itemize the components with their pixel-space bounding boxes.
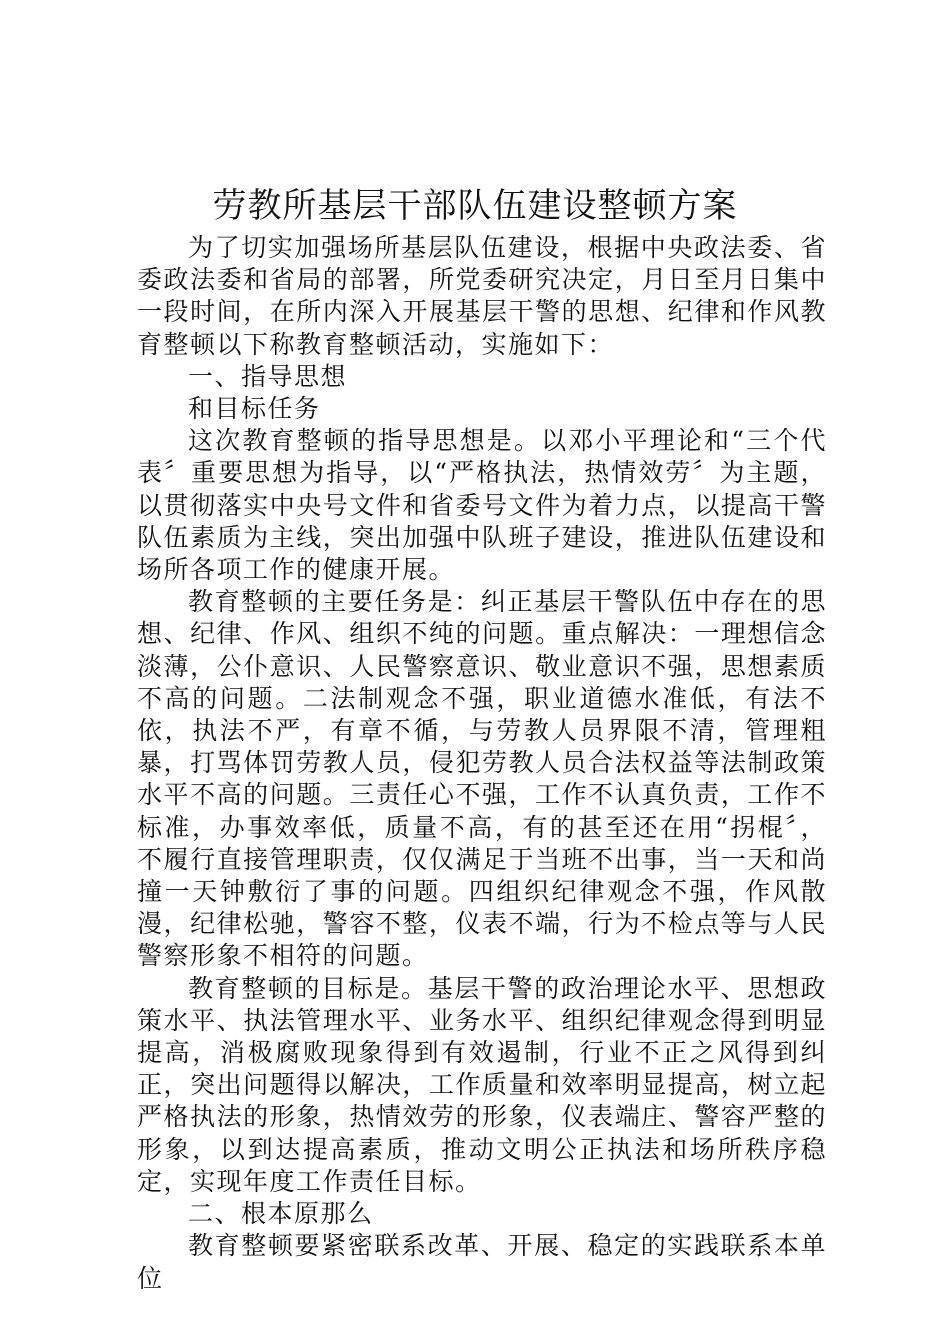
section-heading-basic-principles: 二、根本原那么 (188, 1199, 374, 1229)
principles-paragraph: 教育整顿要紧密联系改革、开展、稳定的实践联系本单位 (137, 1231, 827, 1293)
guiding-thought-paragraph: 这次教育整顿的指导思想是。以邓小平理论和“三个代表〞重要思想为指导，以“严格执法，热情效劳〞为主题，以贯彻落实中央号文件和省委号文件为着力点，以提高干警队伍素质为主线，突出加强中队班子建设，推进队伍建设和场所各项工作的健康开展。 (137, 426, 827, 585)
section-heading-goals-tasks: 和目标任务 (188, 394, 321, 424)
document-body (137, 232, 827, 1295)
intro-paragraph: 为了切实加强场所基层队伍建设，根据中央政法委、省委政法委和省局的部署，所党委研究决定，月日至月日集中一段时间，在所内深入开展基层干警的思想、纪律和作风教育整顿以下称教育整顿活动，实施如下： (137, 233, 827, 359)
main-tasks-paragraph: 教育整顿的主要任务是：纠正基层干警队伍中存在的思想、纪律、作风、组织不纯的问题。重点解决：一理想信念淡薄，公仆意识、人民警察意识、敬业意识不强，思想素质不高的问题。二法制观念不强，职业道德水准低，有法不依，执法不严，有章不循，与劳教人员界限不清，管理粗暴，打骂体罚劳教人员，侵犯劳教人员合法权益等法制政策水平不高的问题。三责任心不强，工作不认真负责，工作不标准，办事效率低，质量不高，有的甚至还在用“拐棍〞，不履行直接管理职责，仅仅满足于当班不出事，当一天和尚撞一天钟敷衍了事的问题。四组织纪律观念不强，作风散漫，纪律松驰，警容不整，仪表不端，行为不检点等与人民警察形象不相符的问题。 (137, 587, 827, 971)
goals-paragraph: 教育整顿的目标是。基层干警的政治理论水平、思想政策水平、执法管理水平、业务水平、组织纪律观念得到明显提高，消极腐败现象得到有效遏制，行业不正之风得到纠正，突出问题得以解决，工作质量和效率明显提高，树立起严格执法的形象，热情效劳的形象，仪表端庄、警容严整的形象，以到达提高素质，推动文明公正执法和场所秩序稳定，实现年度工作责任目标。 (137, 973, 827, 1196)
document-title: 劳教所基层干部队伍建设整顿方案 (212, 186, 738, 226)
section-heading-guiding-thought: 一、指导思想 (188, 361, 348, 391)
